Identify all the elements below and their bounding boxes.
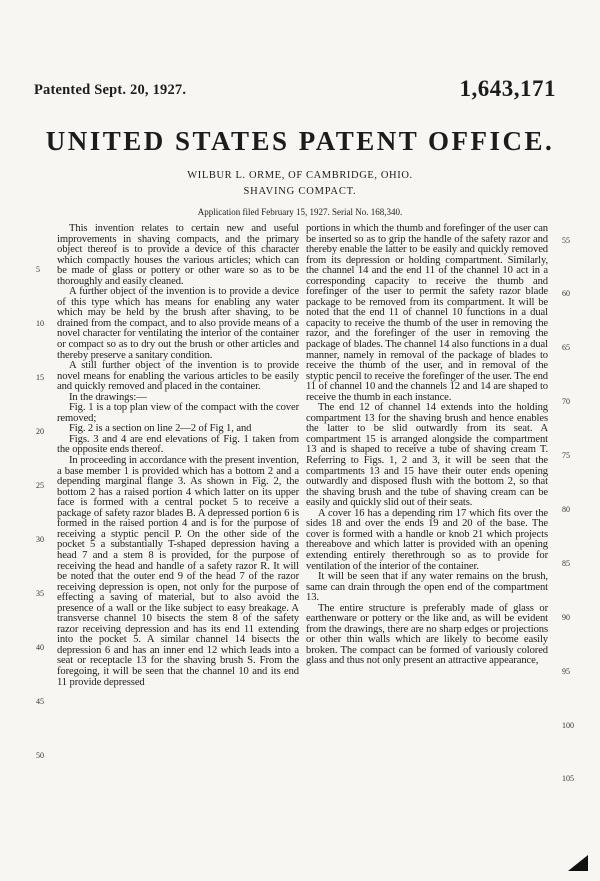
paragraph: Fig. 2 is a section on line 2—2 of Fig 1, and: [69, 423, 252, 435]
line-number: 40: [36, 643, 44, 652]
application-line: Application filed February 15, 1927. Serial No. 168,340.: [197, 207, 403, 217]
line-number: 90: [562, 613, 570, 622]
paragraph: The entire structure is preferably made of glass or earthenware or pottery or the like and, as will be evident from the drawings, there are no sharp edges or projections or other thin walls which are likely to become easily broken. The compact can be formed of variously colored glass and thus not only present an attractive appearance,: [306, 602, 548, 667]
paragraph: portions in which the thumb and forefinger of the user can be inserted so as to grip the handle of the safety razor and thereby enable the latter to be easily and quickly removed from its depression or holding compartment. Similarly, the channel 14 and the end 11 of the channel 10 act in a corresponding capacity to receive the thumb and forefinger of the user to permit the safety razor blade package to be removed from its compartment. It will be noted that the end 11 of channel 10 functions in a dual capacity to receive the thumb of the user in removing the razor, and the forefinger of the user in removing the package of blades. The channel 14 also functions in a dual manner, namely in removal of the package of blades to receive the thumb of the user, and in removal of the styptic pencil to receive the forefinger of the user. The end 11 of channel 10 and the channels 12 and 14 are shaped to receive the thumb in each instance.: [306, 223, 548, 403]
line-number: 30: [36, 535, 44, 544]
paragraph: In the drawings:—: [69, 391, 147, 403]
inventor-line: WILBUR L. ORME, OF CAMBRIDGE, OHIO.: [187, 170, 413, 181]
line-number: 15: [36, 373, 44, 382]
patent-date: Patented Sept. 20, 1927.: [34, 82, 187, 98]
paragraph: This invention relates to certain new and useful improvements in shaving compacts, and the primary object thereof is to provide a device of this character which compactly houses the various articles; which can be made of glass or pottery or other ware so as to be thoroughly and easily cleaned.: [57, 223, 299, 287]
line-number: 35: [36, 589, 44, 598]
office-heading: UNITED STATES PATENT OFFICE.: [45, 126, 555, 156]
line-number: 100: [562, 721, 574, 730]
line-number: 70: [562, 397, 570, 406]
line-number: 25: [36, 481, 44, 490]
invention-title: SHAVING COMPACT.: [243, 186, 357, 197]
line-number: 10: [36, 319, 44, 328]
line-number: 5: [36, 265, 40, 274]
paragraph: Fig. 1 is a top plan view of the compact with the cover removed;: [57, 402, 299, 424]
corner-mark: [568, 855, 588, 871]
line-number: 75: [562, 451, 570, 460]
paragraph: A still further object of the invention is to provide novel means for enabling the various articles to be easily and quickly removed and placed in the container.: [57, 360, 299, 393]
line-number: 55: [562, 236, 570, 245]
paragraph: Figs. 3 and 4 are end elevations of Fig. 1 taken from the opposite ends thereof.: [57, 433, 299, 456]
line-number: 45: [36, 697, 44, 706]
patent-number: 1,643,171: [459, 76, 556, 101]
paragraph: A cover 16 has a depending rim 17 which fits over the sides 18 and over the ends 19 and 20 of the base. The cover is formed with a handle or knob 21 which projects thereabove and which latter is provided with an opening extending entirely therethrough so as to provide for ventilation of the interior of the container.: [306, 507, 548, 572]
line-number: 85: [562, 559, 570, 568]
line-number: 95: [562, 667, 570, 676]
paragraph: In proceeding in accordance with the present invention, a base member 1 is provided which has a bottom 2 and a depending marginal flange 3. As shown in Fig. 2, the bottom 2 has a raised portion 4 which latter on its upper face is formed with a central pocket 5 to receive a package of safety razor blades B. A depressed portion 6 is formed in the raised portion 4 and is for the purpose of receiving a styptic pencil P. On the other side of the pocket 5 a substantially T-shaped depression having a head 7 and a stem 8 is provided, for the purpose of receiving the head and handle of a safety razor R. It will be noted that the outer end 9 of the head 7 of the razor receiving depression is open, not only for the purpose of effecting a saving of material, but to also avoid the presence of a wall or the like subject to easy breakage. A transverse channel 10 bisects the stem 8 of the safety razor receiving depression and has its end 11 extending into the pocket 5. A similar channel 14 bisects the depression 6 and has an inner end 12 which leads into a seat or receptacle 13 for the shaving brush S. From the foregoing, it will be seen that the channel 10 and its end 11 provide depressed: [57, 455, 299, 688]
line-number: 50: [36, 751, 44, 760]
line-number: 80: [562, 505, 570, 514]
line-number: 105: [562, 774, 574, 783]
paragraph: The end 12 of channel 14 extends into the holding compartment 13 for the shaving brush and hence enables the latter to be slid outwardly from its seat. A compartment 15 is arranged alongside the compartment 13 and is shaped to receive a tube of shaving cream T. Referring to Figs. 1, 2 and 3, it will be seen that the compartments 13 and 15 have their outer ends opening outwardly and disposed flush with the bottom 2, so that the shaving brush and the tube of shaving cream can be easily and quickly slid out of their seats.: [306, 402, 548, 509]
paragraph: A further object of the invention is to provide a device of this type which has means for enabling any water which may be held by the brush after shaving, to be drained from the compact, and to also provide means of a novel character for ventilating the interior of the container or compact so as to dry out the brush or other articles and thereby preserve a sanitary condition.: [57, 286, 299, 361]
line-number: 20: [36, 427, 44, 436]
left-column: [57, 224, 299, 688]
paragraph: It will be seen that if any water remains on the brush, same can drain through the open end of the compartment 13.: [306, 571, 548, 604]
line-number: 60: [562, 289, 570, 298]
right-column: [306, 224, 548, 667]
line-number: 65: [562, 343, 570, 352]
